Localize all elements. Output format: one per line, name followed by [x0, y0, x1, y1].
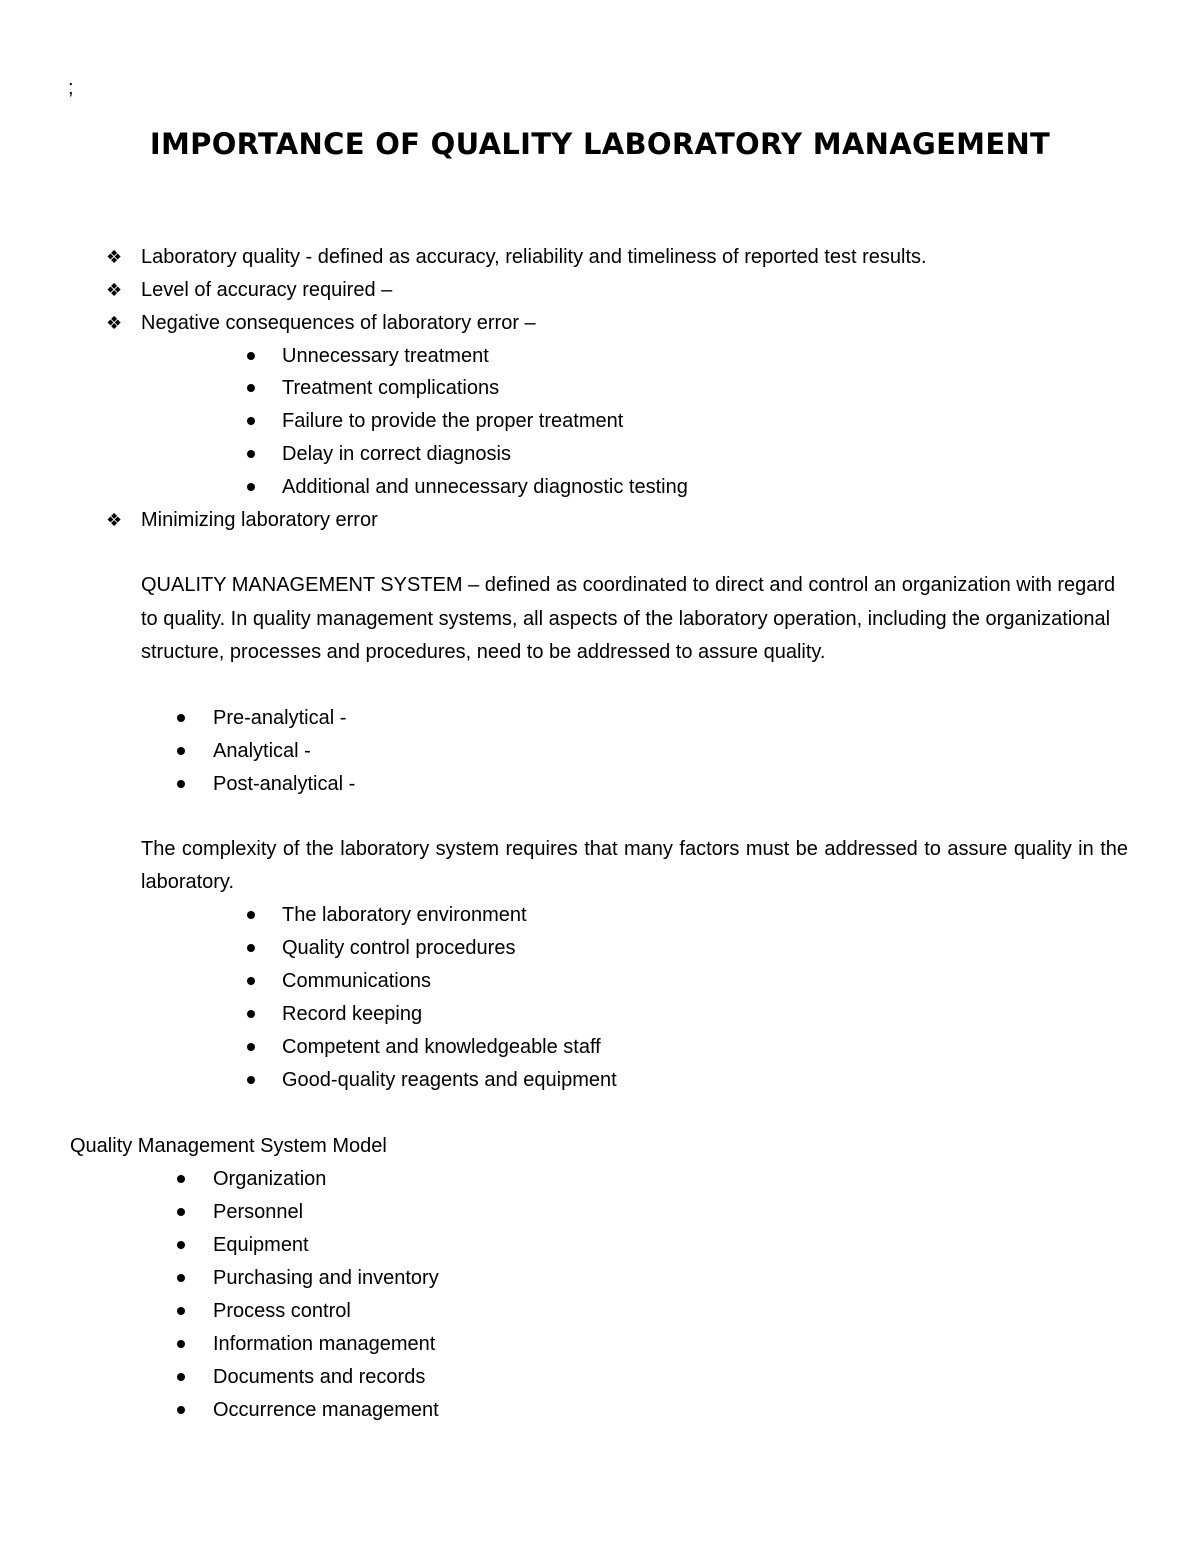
bullet-dot-icon — [177, 780, 185, 788]
list-item-text: Unnecessary treatment — [282, 345, 489, 367]
bullet-dot-icon — [177, 1406, 185, 1414]
list-item-text: Record keeping — [282, 1003, 423, 1025]
bullet-dot-icon — [247, 1043, 255, 1051]
bullet-dot-icon — [177, 1340, 185, 1348]
bullet-dot-icon — [247, 911, 255, 919]
list-item-text: Equipment — [213, 1234, 309, 1256]
list-item-text: The laboratory environment — [282, 904, 527, 926]
list-item-text: Information management — [213, 1333, 436, 1355]
list-item-text: Quality control procedures — [282, 937, 516, 959]
bullet-dot-icon — [177, 1175, 185, 1183]
list-item-text: Post-analytical - — [213, 773, 356, 795]
list-item-text: Laboratory quality - defined as accuracy, reliability and timeliness of reported test results. — [141, 246, 927, 268]
diamond-bullet-icon: ❖ — [106, 247, 123, 267]
list-item-text: Good-quality reagents and equipment — [282, 1069, 617, 1091]
list-item-text: Analytical - — [213, 740, 311, 762]
list-item-text: Level of accuracy required – — [141, 279, 393, 301]
list-item-text: Pre-analytical - — [213, 707, 347, 729]
bullet-dot-icon — [177, 1208, 185, 1216]
bullet-dot-icon — [247, 417, 255, 425]
bullet-dot-icon — [177, 1241, 185, 1249]
list-item-text: Organization — [213, 1168, 327, 1190]
list-item-text: Documents and records — [213, 1366, 426, 1388]
bullet-dot-icon — [247, 944, 255, 952]
list-item-text: Personnel — [213, 1201, 304, 1223]
bullet-dot-icon — [247, 384, 255, 392]
bullet-dot-icon — [247, 450, 255, 458]
bullet-dot-icon — [247, 352, 255, 360]
list-item-text: Communications — [282, 970, 431, 992]
header-mark: ; — [68, 77, 74, 99]
list-item-text: Negative consequences of laboratory error – — [141, 312, 536, 334]
list-item-text: Occurrence management — [213, 1399, 439, 1421]
list-item-text: Purchasing and inventory — [213, 1267, 439, 1289]
list-item-text: Delay in correct diagnosis — [282, 443, 511, 465]
list-item-text: Competent and knowledgeable staff — [282, 1036, 601, 1058]
bullet-dot-icon — [247, 483, 255, 491]
diamond-bullet-icon: ❖ — [106, 280, 123, 300]
qms-paragraph — [141, 569, 1128, 670]
list-item-text: Process control — [213, 1300, 351, 1322]
list-item-text: Treatment complications — [282, 377, 500, 399]
page-title: IMPORTANCE OF QUALITY LABORATORY MANAGEMENT — [149, 127, 1051, 161]
list-item-text: Failure to provide the proper treatment — [282, 410, 624, 432]
complexity-paragraph: The complexity of the laboratory system requires that many factors must be addressed to assure quality in the laboratory. — [141, 838, 1128, 893]
bullet-dot-icon — [177, 714, 185, 722]
diamond-bullet-icon: ❖ — [106, 510, 123, 530]
list-item-text: Additional and unnecessary diagnostic testing — [282, 476, 688, 498]
qms-term: QUALITY MANAGEMENT SYSTEM — [141, 574, 463, 596]
qms-definition: – defined as coordinated to direct and control an organization with regard to quality. In quality management systems, all aspects of the laboratory operation, including the organizational structure, processes and procedures, need to be addressed to assure quality. — [141, 574, 1116, 663]
bullet-dot-icon — [177, 1274, 185, 1282]
diamond-bullet-icon: ❖ — [106, 313, 123, 333]
list-item-text: Minimizing laboratory error — [141, 509, 378, 531]
bullet-dot-icon — [177, 1307, 185, 1315]
bullet-dot-icon — [247, 1010, 255, 1018]
model-heading: Quality Management System Model — [70, 1135, 387, 1157]
bullet-dot-icon — [177, 1373, 185, 1381]
bullet-dot-icon — [177, 747, 185, 755]
bullet-dot-icon — [247, 977, 255, 985]
bullet-dot-icon — [247, 1076, 255, 1084]
